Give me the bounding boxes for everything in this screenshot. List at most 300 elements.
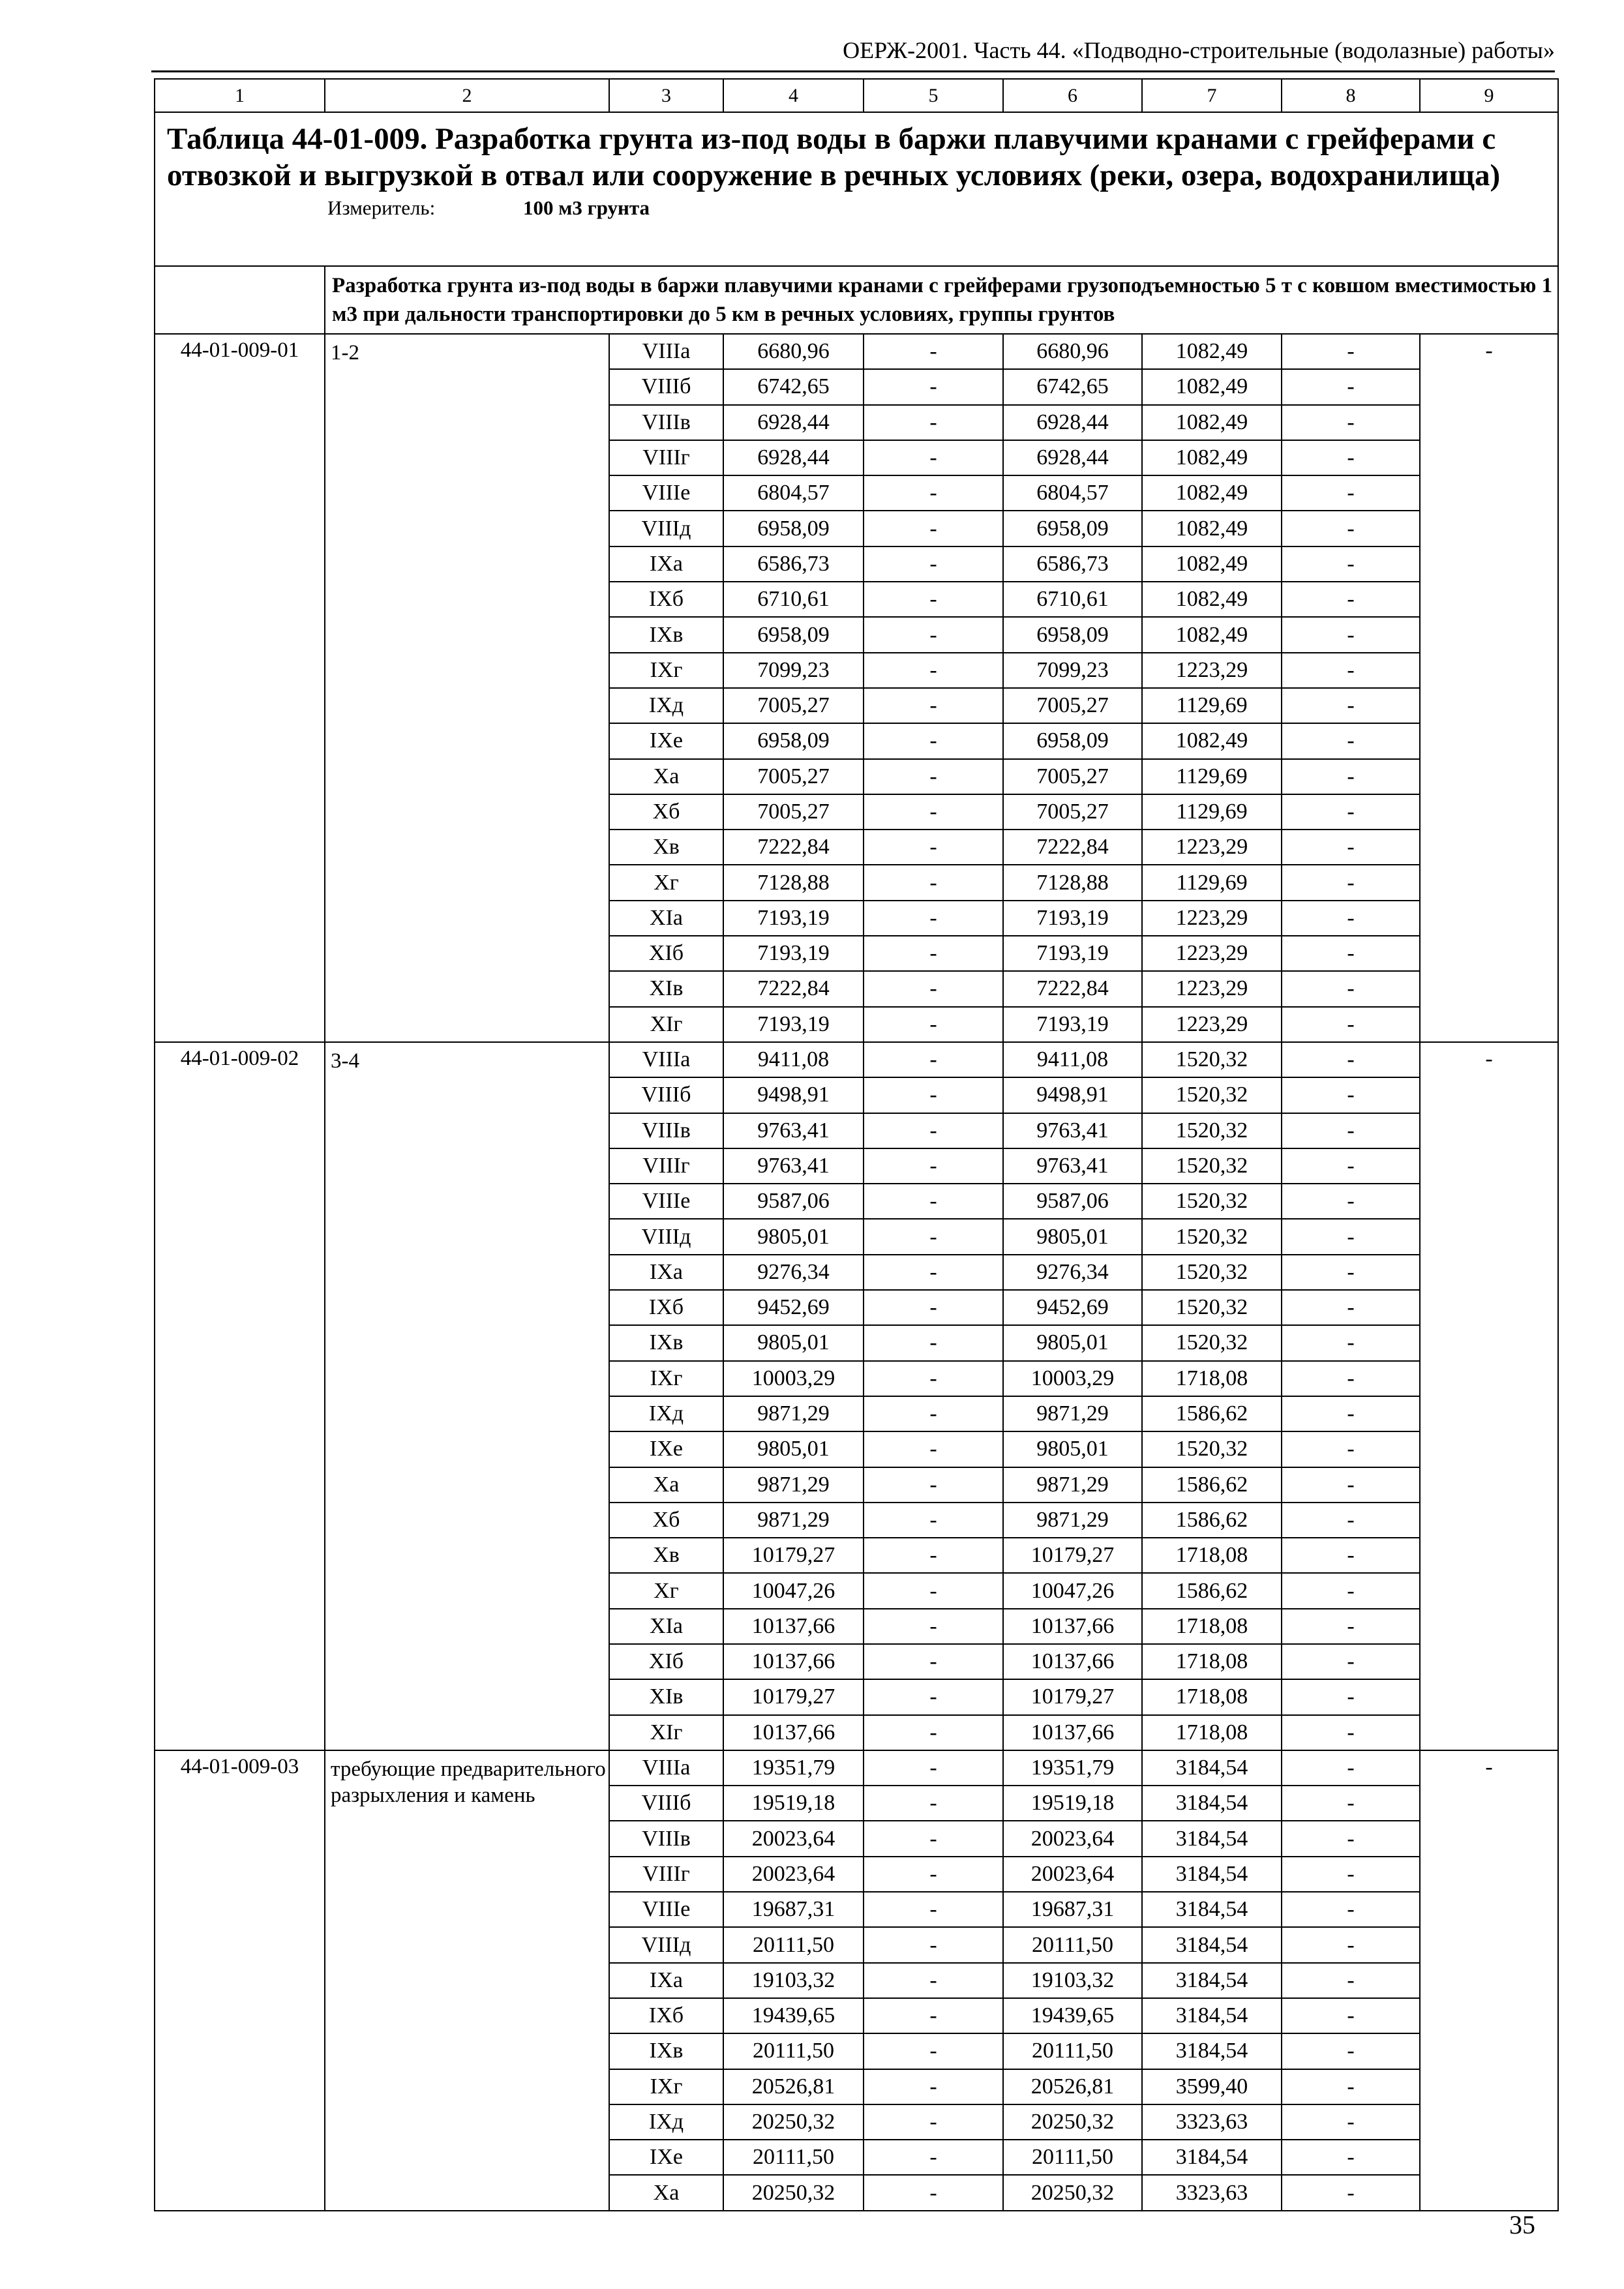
operator-wages: 3323,63 (1142, 2104, 1282, 2140)
total-cost: 6804,57 (723, 475, 864, 511)
machine-cost: 10047,26 (1003, 1573, 1142, 1608)
machine-cost: 20250,32 (1003, 2175, 1142, 2210)
operator-wages: 1586,62 (1142, 1503, 1282, 1538)
total-cost: 6958,09 (723, 511, 864, 546)
total-cost: 10137,66 (723, 1644, 864, 1679)
total-cost: 7193,19 (723, 901, 864, 936)
materials-cost: - (1282, 723, 1420, 758)
machine-cost: 6928,44 (1003, 440, 1142, 475)
materials-cost: - (1282, 1892, 1420, 1927)
soil-category: IXд (609, 1396, 723, 1431)
materials-cost: - (1282, 2069, 1420, 2104)
materials-cost: - (1282, 1963, 1420, 1998)
materials-cost: - (1282, 1077, 1420, 1113)
labor-cost: - (864, 617, 1003, 652)
machine-cost: 20111,50 (1003, 2140, 1142, 2175)
labor-cost: - (864, 1821, 1003, 1856)
labor-cost: - (864, 1255, 1003, 1290)
column-number: 2 (325, 79, 609, 112)
column-number: 6 (1003, 79, 1142, 112)
labor-cost: - (864, 688, 1003, 723)
machine-cost: 9498,91 (1003, 1077, 1142, 1113)
soil-category: XIб (609, 936, 723, 971)
operator-wages: 1520,32 (1142, 1325, 1282, 1360)
materials-cost: - (1282, 1113, 1420, 1148)
machine-cost: 9805,01 (1003, 1431, 1142, 1467)
materials-cost: - (1282, 440, 1420, 475)
labor-cost: - (864, 511, 1003, 546)
total-cost: 7193,19 (723, 1007, 864, 1042)
total-cost: 9871,29 (723, 1396, 864, 1431)
subtitle-empty-cell (155, 266, 325, 334)
machine-cost: 19687,31 (1003, 1892, 1142, 1927)
materials-cost: - (1282, 865, 1420, 900)
materials-cost: - (1282, 1325, 1420, 1360)
machine-cost: 19519,18 (1003, 1786, 1142, 1821)
materials-cost: - (1282, 2033, 1420, 2069)
operator-wages: 1223,29 (1142, 901, 1282, 936)
materials-cost: - (1282, 1184, 1420, 1219)
soil-category: IXа (609, 1963, 723, 1998)
materials-cost: - (1282, 1715, 1420, 1750)
soil-category: XIа (609, 901, 723, 936)
labor-cost: - (864, 1113, 1003, 1148)
labor-cost: - (864, 1538, 1003, 1573)
labor-cost: - (864, 1786, 1003, 1821)
materials-cost: - (1282, 759, 1420, 794)
rate-code: 44-01-009-02 (155, 1042, 325, 1750)
soil-category: VIIIа (609, 334, 723, 369)
column-number: 9 (1420, 79, 1558, 112)
labor-cost: - (864, 1998, 1003, 2033)
machine-cost: 10137,66 (1003, 1609, 1142, 1644)
machine-cost: 10179,27 (1003, 1679, 1142, 1714)
materials-cost: - (1282, 405, 1420, 440)
soil-category: VIIIе (609, 1892, 723, 1927)
labor-cost: - (864, 830, 1003, 865)
soil-category: VIIIв (609, 1113, 723, 1148)
total-cost: 10179,27 (723, 1538, 864, 1573)
machine-cost: 6804,57 (1003, 475, 1142, 511)
total-cost: 10179,27 (723, 1679, 864, 1714)
machine-cost: 9805,01 (1003, 1325, 1142, 1360)
total-cost: 7099,23 (723, 653, 864, 688)
operator-wages: 1082,49 (1142, 582, 1282, 617)
operator-wages: 3184,54 (1142, 1857, 1282, 1892)
materials-cost: - (1282, 475, 1420, 511)
materials-cost: - (1282, 1255, 1420, 1290)
machine-cost: 9276,34 (1003, 1255, 1142, 1290)
total-cost: 9411,08 (723, 1042, 864, 1077)
labor-cost: - (864, 1219, 1003, 1254)
total-cost: 9871,29 (723, 1503, 864, 1538)
table-subtitle: Разработка грунта из-под воды в баржи плавучими кранами с грейферами грузоподъемностью 5 т с ковшом вместимостью 1 м3 при дальности транспортировки до 5 км в речных условиях, группы грунтов (332, 274, 1553, 326)
total-cost: 9498,91 (723, 1077, 864, 1113)
machine-cost: 6958,09 (1003, 511, 1142, 546)
materials-cost: - (1282, 511, 1420, 546)
norms-table-frame (154, 78, 1557, 2211)
soil-category: VIIIв (609, 405, 723, 440)
operator-wages: 1082,49 (1142, 723, 1282, 758)
soil-category: Xб (609, 794, 723, 830)
soil-category: XIг (609, 1007, 723, 1042)
operator-wages: 1586,62 (1142, 1396, 1282, 1431)
total-cost: 6928,44 (723, 405, 864, 440)
operator-wages: 1082,49 (1142, 617, 1282, 652)
machine-cost: 6680,96 (1003, 334, 1142, 369)
total-cost: 7005,27 (723, 688, 864, 723)
labor-cost: - (864, 369, 1003, 404)
machine-cost: 7222,84 (1003, 830, 1142, 865)
subtitle-row (155, 266, 1558, 334)
operator-wages: 1520,32 (1142, 1431, 1282, 1467)
materials-cost: - (1282, 1786, 1420, 1821)
materials-cost: - (1282, 1927, 1420, 1962)
operator-wages: 3184,54 (1142, 2140, 1282, 2175)
labor-cost: - (864, 1573, 1003, 1608)
operator-wages: 3599,40 (1142, 2069, 1282, 2104)
operator-wages: 1082,49 (1142, 546, 1282, 582)
soil-category: VIIIе (609, 1184, 723, 1219)
operator-wages: 1082,49 (1142, 511, 1282, 546)
rate-code: 44-01-009-03 (155, 1750, 325, 2211)
labor-cost: - (864, 936, 1003, 971)
materials-cost: - (1282, 1467, 1420, 1503)
machine-cost: 9871,29 (1003, 1396, 1142, 1431)
materials-cost: - (1282, 1431, 1420, 1467)
machine-cost: 6958,09 (1003, 723, 1142, 758)
total-cost: 6710,61 (723, 582, 864, 617)
operator-wages: 1129,69 (1142, 794, 1282, 830)
materials-cost: - (1282, 1644, 1420, 1679)
column-number: 5 (864, 79, 1003, 112)
labor-cost: - (864, 334, 1003, 369)
materials-cost: - (1282, 546, 1420, 582)
table-title-row (155, 112, 1558, 266)
labor-cost: - (864, 1467, 1003, 1503)
soil-group-name: 1-2 (325, 334, 609, 1042)
operator-wages: 1082,49 (1142, 369, 1282, 404)
operator-wages: 1520,32 (1142, 1255, 1282, 1290)
materials-cost: - (1282, 1290, 1420, 1325)
machine-cost: 9871,29 (1003, 1467, 1142, 1503)
soil-category: XIа (609, 1609, 723, 1644)
materials-cost: - (1282, 1821, 1420, 1856)
materials-cost: - (1282, 794, 1420, 830)
operator-wages: 3184,54 (1142, 1821, 1282, 1856)
total-cost: 10003,29 (723, 1361, 864, 1396)
materials-cost: - (1282, 2175, 1420, 2210)
labor-cost: - (864, 405, 1003, 440)
soil-category: IXг (609, 2069, 723, 2104)
machine-cost: 20023,64 (1003, 1857, 1142, 1892)
operator-wages: 1586,62 (1142, 1573, 1282, 1608)
soil-category: IXб (609, 582, 723, 617)
materials-cost: - (1282, 1148, 1420, 1184)
soil-category: IXа (609, 1255, 723, 1290)
materials-cost: - (1282, 2140, 1420, 2175)
operator-wages: 3184,54 (1142, 2033, 1282, 2069)
materials-cost: - (1282, 1361, 1420, 1396)
soil-category: IXв (609, 1325, 723, 1360)
labor-cost: - (864, 1609, 1003, 1644)
materials-cost: - (1282, 1750, 1420, 1786)
column-9-value: - (1420, 1750, 1558, 2211)
machine-cost: 10137,66 (1003, 1644, 1142, 1679)
total-cost: 20111,50 (723, 2140, 864, 2175)
soil-category: XIб (609, 1644, 723, 1679)
materials-cost: - (1282, 830, 1420, 865)
operator-wages: 1520,32 (1142, 1219, 1282, 1254)
machine-cost: 6928,44 (1003, 405, 1142, 440)
norms-table (154, 78, 1559, 2211)
total-cost: 7005,27 (723, 794, 864, 830)
materials-cost: - (1282, 1396, 1420, 1431)
total-cost: 10137,66 (723, 1715, 864, 1750)
column-number: 4 (723, 79, 864, 112)
operator-wages: 1082,49 (1142, 334, 1282, 369)
labor-cost: - (864, 1396, 1003, 1431)
machine-cost: 9763,41 (1003, 1113, 1142, 1148)
labor-cost: - (864, 1857, 1003, 1892)
soil-category: IXг (609, 653, 723, 688)
operator-wages: 3184,54 (1142, 1927, 1282, 1962)
column-number-row (155, 79, 1558, 112)
total-cost: 7222,84 (723, 971, 864, 1006)
operator-wages: 3323,63 (1142, 2175, 1282, 2210)
machine-cost: 7193,19 (1003, 936, 1142, 971)
machine-cost: 20023,64 (1003, 1821, 1142, 1856)
total-cost: 6928,44 (723, 440, 864, 475)
soil-category: XIг (609, 1715, 723, 1750)
soil-category: XIв (609, 971, 723, 1006)
table-title: Таблица 44-01-009. Разработка грунта из-под воды в баржи плавучими кранами с грейферами с отвозкой и выгрузкой в отвал или сооружение в речных условиях (реки, озера, водохранилища) (167, 122, 1501, 192)
table-row (155, 1042, 1558, 1077)
machine-cost: 7128,88 (1003, 865, 1142, 900)
machine-cost: 20111,50 (1003, 2033, 1142, 2069)
materials-cost: - (1282, 369, 1420, 404)
materials-cost: - (1282, 1679, 1420, 1714)
machine-cost: 19351,79 (1003, 1750, 1142, 1786)
total-cost: 20250,32 (723, 2175, 864, 2210)
soil-category: VIIIг (609, 1148, 723, 1184)
materials-cost: - (1282, 901, 1420, 936)
column-number: 7 (1142, 79, 1282, 112)
meter-value: 100 м3 грунта (523, 196, 650, 219)
operator-wages: 3184,54 (1142, 1998, 1282, 2033)
soil-category: IXе (609, 723, 723, 758)
operator-wages: 1520,32 (1142, 1290, 1282, 1325)
labor-cost: - (864, 2104, 1003, 2140)
labor-cost: - (864, 1963, 1003, 1998)
soil-category: VIIIб (609, 1786, 723, 1821)
labor-cost: - (864, 2033, 1003, 2069)
operator-wages: 1223,29 (1142, 1007, 1282, 1042)
labor-cost: - (864, 759, 1003, 794)
operator-wages: 1129,69 (1142, 759, 1282, 794)
labor-cost: - (864, 546, 1003, 582)
machine-cost: 20526,81 (1003, 2069, 1142, 2104)
machine-cost: 6742,65 (1003, 369, 1142, 404)
running-title: ОЕРЖ-2001. Часть 44. «Подводно-строительные (водолазные) работы» (843, 37, 1555, 63)
total-cost: 20111,50 (723, 1927, 864, 1962)
labor-cost: - (864, 1431, 1003, 1467)
total-cost: 10137,66 (723, 1609, 864, 1644)
column-9-value: - (1420, 334, 1558, 1042)
soil-category: Xа (609, 759, 723, 794)
soil-category: Xв (609, 830, 723, 865)
operator-wages: 1520,32 (1142, 1184, 1282, 1219)
operator-wages: 3184,54 (1142, 1892, 1282, 1927)
machine-cost: 10137,66 (1003, 1715, 1142, 1750)
soil-category: VIIIб (609, 369, 723, 404)
labor-cost: - (864, 901, 1003, 936)
operator-wages: 3184,54 (1142, 1786, 1282, 1821)
materials-cost: - (1282, 1007, 1420, 1042)
column-number: 1 (155, 79, 325, 112)
materials-cost: - (1282, 2104, 1420, 2140)
machine-cost: 9871,29 (1003, 1503, 1142, 1538)
soil-category: IXб (609, 1290, 723, 1325)
materials-cost: - (1282, 1573, 1420, 1608)
operator-wages: 1223,29 (1142, 830, 1282, 865)
soil-category: XIв (609, 1679, 723, 1714)
labor-cost: - (864, 653, 1003, 688)
soil-category: Xа (609, 1467, 723, 1503)
operator-wages: 1520,32 (1142, 1113, 1282, 1148)
total-cost: 10047,26 (723, 1573, 864, 1608)
total-cost: 9805,01 (723, 1325, 864, 1360)
soil-category: IXе (609, 2140, 723, 2175)
labor-cost: - (864, 1750, 1003, 1786)
operator-wages: 1586,62 (1142, 1467, 1282, 1503)
total-cost: 9587,06 (723, 1184, 864, 1219)
materials-cost: - (1282, 1609, 1420, 1644)
labor-cost: - (864, 1927, 1003, 1962)
operator-wages: 1223,29 (1142, 653, 1282, 688)
materials-cost: - (1282, 1538, 1420, 1573)
total-cost: 7128,88 (723, 865, 864, 900)
total-cost: 20111,50 (723, 2033, 864, 2069)
total-cost: 19687,31 (723, 1892, 864, 1927)
operator-wages: 3184,54 (1142, 1750, 1282, 1786)
operator-wages: 1718,08 (1142, 1361, 1282, 1396)
total-cost: 20023,64 (723, 1857, 864, 1892)
measurement-unit (155, 198, 1557, 218)
page-number: 35 (1509, 2210, 1535, 2239)
soil-category: VIIIд (609, 511, 723, 546)
labor-cost: - (864, 865, 1003, 900)
header-rule (151, 70, 1555, 72)
total-cost: 19351,79 (723, 1750, 864, 1786)
total-cost: 9871,29 (723, 1467, 864, 1503)
machine-cost: 19439,65 (1003, 1998, 1142, 2033)
total-cost: 9805,01 (723, 1219, 864, 1254)
operator-wages: 1082,49 (1142, 440, 1282, 475)
column-number: 3 (609, 79, 723, 112)
machine-cost: 6958,09 (1003, 617, 1142, 652)
machine-cost: 9411,08 (1003, 1042, 1142, 1077)
materials-cost: - (1282, 1219, 1420, 1254)
machine-cost: 6586,73 (1003, 546, 1142, 582)
operator-wages: 3184,54 (1142, 1963, 1282, 1998)
operator-wages: 1223,29 (1142, 971, 1282, 1006)
soil-category: Xв (609, 1538, 723, 1573)
machine-cost: 7099,23 (1003, 653, 1142, 688)
soil-category: Xб (609, 1503, 723, 1538)
labor-cost: - (864, 1290, 1003, 1325)
labor-cost: - (864, 2140, 1003, 2175)
operator-wages: 1718,08 (1142, 1715, 1282, 1750)
soil-category: IXг (609, 1361, 723, 1396)
total-cost: 6586,73 (723, 546, 864, 582)
subtitle-cell (325, 266, 1558, 334)
operator-wages: 1520,32 (1142, 1077, 1282, 1113)
soil-category: VIIIг (609, 440, 723, 475)
labor-cost: - (864, 582, 1003, 617)
labor-cost: - (864, 1715, 1003, 1750)
labor-cost: - (864, 723, 1003, 758)
machine-cost: 9763,41 (1003, 1148, 1142, 1184)
machine-cost: 7193,19 (1003, 1007, 1142, 1042)
total-cost: 9763,41 (723, 1148, 864, 1184)
soil-category: IXв (609, 617, 723, 652)
total-cost: 9452,69 (723, 1290, 864, 1325)
labor-cost: - (864, 794, 1003, 830)
total-cost: 7005,27 (723, 759, 864, 794)
total-cost: 6742,65 (723, 369, 864, 404)
operator-wages: 1082,49 (1142, 475, 1282, 511)
labor-cost: - (864, 2069, 1003, 2104)
operator-wages: 1129,69 (1142, 688, 1282, 723)
labor-cost: - (864, 1361, 1003, 1396)
total-cost: 7222,84 (723, 830, 864, 865)
machine-cost: 20111,50 (1003, 1927, 1142, 1962)
total-cost: 9805,01 (723, 1431, 864, 1467)
machine-cost: 7193,19 (1003, 901, 1142, 936)
total-cost: 19103,32 (723, 1963, 864, 1998)
materials-cost: - (1282, 971, 1420, 1006)
labor-cost: - (864, 1184, 1003, 1219)
soil-category: VIIIб (609, 1077, 723, 1113)
soil-category: Xа (609, 2175, 723, 2210)
machine-cost: 19103,32 (1003, 1963, 1142, 1998)
machine-cost: 7222,84 (1003, 971, 1142, 1006)
operator-wages: 1520,32 (1142, 1148, 1282, 1184)
total-cost: 19519,18 (723, 1786, 864, 1821)
total-cost: 6958,09 (723, 723, 864, 758)
soil-category: VIIIв (609, 1821, 723, 1856)
labor-cost: - (864, 1679, 1003, 1714)
total-cost: 9763,41 (723, 1113, 864, 1148)
materials-cost: - (1282, 617, 1420, 652)
total-cost: 6958,09 (723, 617, 864, 652)
machine-cost: 7005,27 (1003, 759, 1142, 794)
column-9-value: - (1420, 1042, 1558, 1750)
total-cost: 20023,64 (723, 1821, 864, 1856)
soil-category: VIIIе (609, 475, 723, 511)
total-cost: 19439,65 (723, 1998, 864, 2033)
soil-category: VIIIг (609, 1857, 723, 1892)
table-row (155, 1750, 1558, 1786)
soil-group-name: требующие предварительного разрыхления и камень (325, 1750, 609, 2211)
soil-group-name: 3-4 (325, 1042, 609, 1750)
soil-category: IXб (609, 1998, 723, 2033)
machine-cost: 7005,27 (1003, 794, 1142, 830)
rate-code: 44-01-009-01 (155, 334, 325, 1042)
soil-category: Xг (609, 1573, 723, 1608)
total-cost: 6680,96 (723, 334, 864, 369)
